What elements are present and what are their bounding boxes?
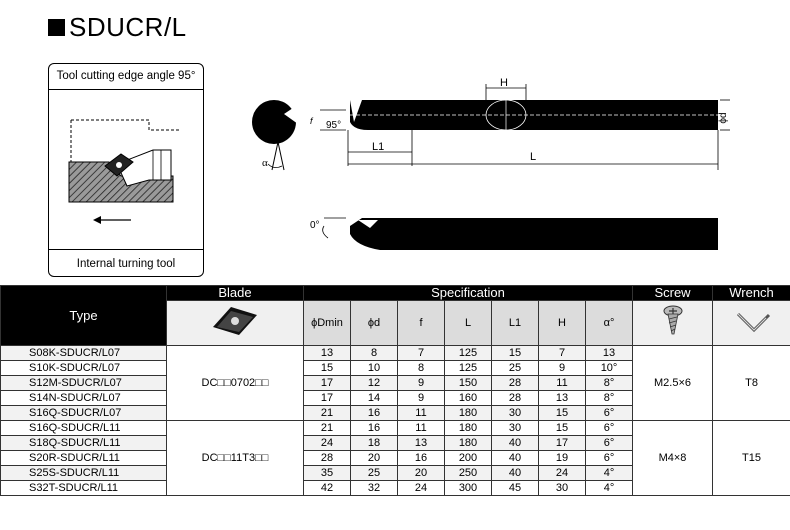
spec-value-cell: 10	[351, 361, 398, 376]
spec-value-cell: 13	[398, 436, 445, 451]
spec-value-cell: 15	[539, 421, 586, 436]
spec-value-cell: 11	[539, 376, 586, 391]
type-cell: S12M-SDUCR/L07	[1, 376, 167, 391]
type-header: Type	[1, 286, 167, 346]
wrench-header: Wrench	[713, 286, 790, 301]
specification-table	[0, 285, 790, 496]
spec-value-cell: 30	[492, 421, 539, 436]
spec-value-cell: 9	[539, 361, 586, 376]
blade-cell: DC□□0702□□	[167, 346, 304, 421]
spec-value-cell: 6°	[586, 406, 633, 421]
spec-value-cell: 180	[445, 421, 492, 436]
spec-col-l1: L1	[492, 301, 539, 346]
type-cell: S14N-SDUCR/L07	[1, 391, 167, 406]
spec-value-cell: 180	[445, 436, 492, 451]
spec-value-cell: 17	[539, 436, 586, 451]
type-cell: S25S-SDUCR/L11	[1, 466, 167, 481]
square-bullet-icon	[48, 19, 65, 36]
wrench-icon	[713, 301, 790, 346]
spec-value-cell: 11	[398, 406, 445, 421]
spec-value-cell: 24	[539, 466, 586, 481]
spec-value-cell: 20	[398, 466, 445, 481]
spec-value-cell: 6°	[586, 451, 633, 466]
type-cell: S18Q-SDUCR/L11	[1, 436, 167, 451]
specification-header: Specification	[304, 286, 633, 301]
spec-value-cell: 18	[351, 436, 398, 451]
spec-value-cell: 24	[304, 436, 351, 451]
spec-value-cell: 45	[492, 481, 539, 496]
zero-angle-label: 0°	[310, 220, 320, 231]
spec-value-cell: 7	[539, 346, 586, 361]
spec-value-cell: 28	[492, 376, 539, 391]
spec-value-cell: 150	[445, 376, 492, 391]
spec-col-l: L	[445, 301, 492, 346]
table-row	[1, 421, 790, 436]
spec-value-cell: 160	[445, 391, 492, 406]
spec-value-cell: 15	[539, 406, 586, 421]
cutting-angle-caption: Tool cutting edge angle 95°	[56, 70, 196, 82]
spec-value-cell: 16	[398, 451, 445, 466]
spec-value-cell: 6°	[586, 421, 633, 436]
blade-header: Blade	[167, 286, 304, 301]
l1-dimension-label: L1	[372, 141, 385, 153]
spec-value-cell: 15	[304, 361, 351, 376]
spec-value-cell: 21	[304, 406, 351, 421]
spec-value-cell: 10°	[586, 361, 633, 376]
spec-value-cell: 21	[304, 421, 351, 436]
internal-turning-caption: Internal turning tool	[76, 258, 176, 270]
spec-value-cell: 25	[351, 466, 398, 481]
spec-col-dmin: ϕDmin	[304, 301, 351, 346]
tool-technical-drawing	[250, 66, 730, 266]
spec-value-cell: 180	[445, 406, 492, 421]
type-cell: S10K-SDUCR/L07	[1, 361, 167, 376]
spec-value-cell: 17	[304, 376, 351, 391]
spec-col-alpha: α°	[586, 301, 633, 346]
table-row	[1, 346, 790, 361]
title-text: SDUCR/L	[69, 11, 187, 42]
spec-value-cell: 30	[539, 481, 586, 496]
screw-header: Screw	[633, 286, 713, 301]
spec-value-cell: 19	[539, 451, 586, 466]
f-dimension-label: f	[310, 116, 313, 126]
blade-cell: DC□□11T3□□	[167, 421, 304, 496]
spec-value-cell: 35	[304, 466, 351, 481]
screw-icon	[633, 301, 713, 346]
d-dimension-label: ϕd	[718, 112, 729, 124]
spec-value-cell: 125	[445, 361, 492, 376]
spec-value-cell: 16	[351, 406, 398, 421]
divider	[49, 249, 203, 250]
l-dimension-label: L	[530, 151, 537, 163]
spec-value-cell: 12	[351, 376, 398, 391]
spec-col-f: f	[398, 301, 445, 346]
spec-value-cell: 28	[492, 391, 539, 406]
spec-value-cell: 32	[351, 481, 398, 496]
spec-value-cell: 15	[492, 346, 539, 361]
screw-cell: M2.5×6	[633, 346, 713, 421]
spec-value-cell: 8°	[586, 376, 633, 391]
spec-value-cell: 16	[351, 421, 398, 436]
spec-value-cell: 20	[351, 451, 398, 466]
spec-value-cell: 300	[445, 481, 492, 496]
spec-value-cell: 13	[539, 391, 586, 406]
type-cell: S16Q-SDUCR/L11	[1, 421, 167, 436]
spec-value-cell: 8	[398, 361, 445, 376]
page-title	[48, 10, 187, 44]
wrench-cell: T8	[713, 346, 790, 421]
spec-value-cell: 13	[304, 346, 351, 361]
wrench-cell: T15	[713, 421, 790, 496]
spec-value-cell: 42	[304, 481, 351, 496]
end-view-disc	[252, 100, 296, 144]
spec-value-cell: 4°	[586, 481, 633, 496]
type-cell: S20R-SDUCR/L11	[1, 451, 167, 466]
spec-col-h: H	[539, 301, 586, 346]
spec-value-cell: 200	[445, 451, 492, 466]
spec-value-cell: 125	[445, 346, 492, 361]
spec-value-cell: 9	[398, 391, 445, 406]
spec-value-cell: 11	[398, 421, 445, 436]
spec-value-cell: 4°	[586, 466, 633, 481]
type-cell: S08K-SDUCR/L07	[1, 346, 167, 361]
spec-value-cell: 28	[304, 451, 351, 466]
spec-value-cell: 30	[492, 406, 539, 421]
spec-value-cell: 40	[492, 436, 539, 451]
spec-value-cell: 40	[492, 451, 539, 466]
spec-value-cell: 13	[586, 346, 633, 361]
spec-value-cell: 9	[398, 376, 445, 391]
spec-value-cell: 14	[351, 391, 398, 406]
angle-95-label: 95°	[326, 120, 342, 131]
spec-value-cell: 24	[398, 481, 445, 496]
spec-value-cell: 8	[351, 346, 398, 361]
spec-value-cell: 40	[492, 466, 539, 481]
screw-cell: M4×8	[633, 421, 713, 496]
type-cell: S32T-SDUCR/L11	[1, 481, 167, 496]
h-dimension-label: H	[500, 77, 508, 89]
spec-value-cell: 6°	[586, 436, 633, 451]
spec-value-cell: 250	[445, 466, 492, 481]
alpha-label: α	[262, 157, 268, 169]
internal-turning-illustration	[49, 90, 203, 250]
type-cell: S16Q-SDUCR/L07	[1, 406, 167, 421]
spec-value-cell: 17	[304, 391, 351, 406]
spec-value-cell: 8°	[586, 391, 633, 406]
spec-col-d: ϕd	[351, 301, 398, 346]
spec-value-cell: 25	[492, 361, 539, 376]
boring-bar-top-view	[350, 218, 718, 250]
cutting-angle-box	[48, 63, 204, 277]
spec-value-cell: 7	[398, 346, 445, 361]
blade-insert-icon	[167, 301, 304, 346]
